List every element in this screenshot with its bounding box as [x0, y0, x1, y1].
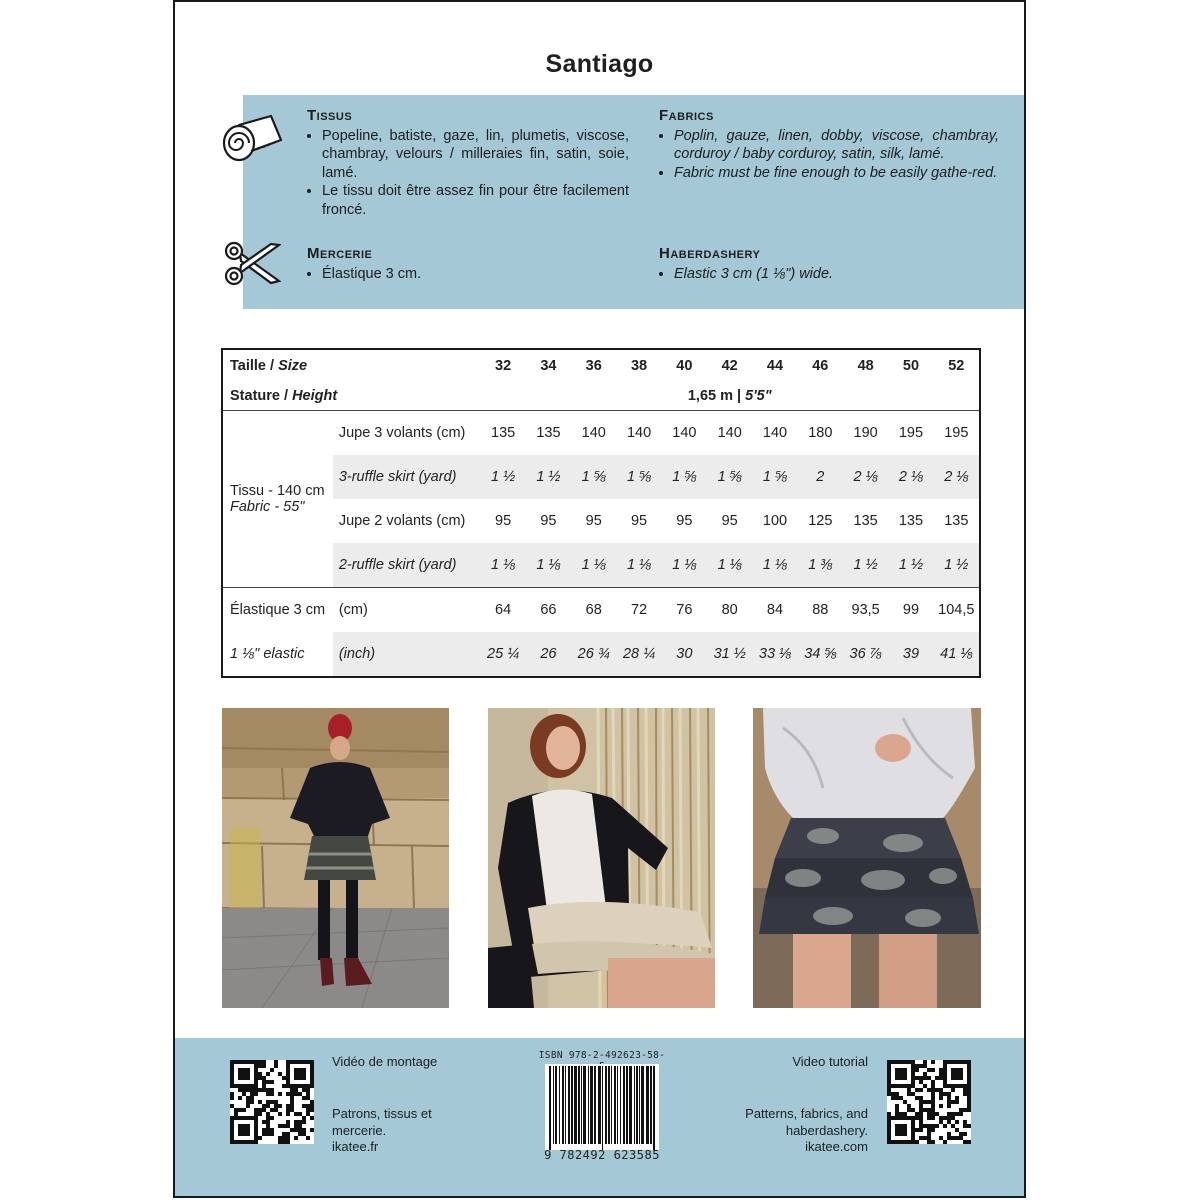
barcode-icon [545, 1064, 659, 1150]
table-cell: 1 ⅛ [707, 543, 752, 588]
table-cell: 125 [808, 513, 833, 529]
site-link-fr[interactable]: ikatee.fr [332, 1139, 379, 1154]
size-cell: 36 [585, 357, 602, 374]
ean-digits: 9 782492 623585 [544, 1148, 660, 1162]
table-cell: 2 [798, 455, 843, 499]
size-cell: 40 [676, 357, 693, 374]
table-cell: 66 [526, 588, 571, 633]
row-label: Jupe 2 volants (cm) [338, 513, 466, 529]
row-label: Jupe 3 volants (cm) [338, 425, 466, 441]
elastic-label: Élastique 3 cm [223, 588, 333, 633]
qr-code-left[interactable] [230, 1060, 314, 1144]
table-cell: 1 ½ [526, 455, 571, 499]
table-cell: 76 [662, 588, 707, 633]
size-cell: 46 [812, 357, 829, 374]
table-cell: 88 [798, 588, 843, 633]
table-cell: 26 [526, 632, 571, 676]
isbn-text: ISBN 978-2-492623-58- [538, 1050, 666, 1061]
table-cell: 104,5 [934, 588, 979, 633]
table-cell: 1 ⅝ [571, 455, 616, 499]
table-cell: 1 ⅝ [707, 455, 752, 499]
table-cell: 30 [662, 632, 707, 676]
table-cell: 1 ⅜ [798, 543, 843, 588]
table-cell: 25 ¼ [480, 632, 525, 676]
fabric-row-2-ruffle-yard [223, 543, 979, 588]
table-cell: 140 [581, 425, 606, 441]
table-cell: 140 [626, 425, 652, 441]
size-cell: 48 [857, 357, 874, 374]
table-cell: 1 ⅛ [616, 543, 661, 588]
table-cell: 195 [898, 425, 924, 441]
table-cell: 31 ½ [707, 632, 752, 676]
haberdashery-en-heading: Haberdashery [659, 245, 761, 262]
table-cell: 100 [762, 513, 788, 529]
qr-code-right[interactable] [887, 1060, 971, 1144]
table-cell: 93,5 [843, 588, 888, 633]
size-cell: 34 [540, 357, 557, 374]
table-cell: 2 ⅛ [888, 455, 933, 499]
table-cell: 135 [491, 425, 516, 441]
table-cell: 41 ⅛ [934, 632, 979, 676]
size-header-label: Taille / Size [230, 357, 308, 374]
fabrics-fr-item: • Popeline, batiste, gaze, lin, plumetis, viscose, chambray, velours / milleraies fin, satin, soie, lamé. [322, 127, 629, 183]
fabrics-fr-item: • Le tissu doit être assez fin pour être facilement froncé. [322, 182, 629, 219]
haberdashery-fr-block [307, 245, 629, 283]
table-cell: 95 [540, 513, 557, 529]
fabric-roll-icon [221, 113, 283, 165]
table-cell: 95 [585, 513, 602, 529]
table-cell: 34 ⅝ [798, 632, 843, 676]
table-cell: 135 [853, 513, 878, 529]
fabric-row-2-ruffle-cm [223, 499, 979, 543]
elastic-inch-row [223, 632, 979, 676]
haberdashery-fr-item: • Élastique 3 cm. [322, 265, 629, 284]
photo-model-street [222, 708, 449, 1008]
table-cell: 95 [721, 513, 738, 529]
fabrics-fr-block [307, 107, 629, 219]
row-label: 2-ruffle skirt (yard) [333, 543, 481, 588]
size-table [221, 348, 981, 678]
size-cell: 52 [948, 357, 965, 374]
table-cell: 1 ⅝ [616, 455, 661, 499]
shop-text-fr: Patrons, tissus et mercerie. [332, 1106, 432, 1138]
haberdashery-en-item: • Elastic 3 cm (1 ⅛") wide. [674, 265, 999, 284]
photo-skirt-closeup [753, 708, 981, 1008]
height-row [223, 381, 979, 411]
haberdashery-fr-heading: Mercerie [307, 245, 373, 262]
fabrics-en-item: • Fabric must be fine enough to be easily gathe-red. [674, 164, 999, 183]
scissors-icon [223, 239, 281, 289]
isbn-barcode [537, 1050, 667, 1174]
fabrics-fr-heading: Tissus [307, 107, 353, 124]
footer-section [175, 1038, 1026, 1198]
table-cell: 95 [495, 513, 512, 529]
table-cell: 1 ½ [480, 455, 525, 499]
table-cell: 95 [676, 513, 693, 529]
height-value: 1,65 m | 5'5" [480, 381, 979, 411]
table-cell: 1 ½ [843, 543, 888, 588]
table-cell: 36 ⅞ [843, 632, 888, 676]
table-cell: 1 ⅛ [571, 543, 616, 588]
fabric-row-3-ruffle-cm [223, 411, 979, 456]
fabrics-en-block [659, 107, 999, 182]
table-cell: 1 ½ [888, 543, 933, 588]
table-cell: 1 ⅝ [662, 455, 707, 499]
table-cell: 26 ¾ [571, 632, 616, 676]
table-cell: 195 [944, 425, 969, 441]
elastic-unit-en: (inch) [333, 632, 481, 676]
table-cell: 1 ⅝ [752, 455, 797, 499]
size-cell: 44 [766, 357, 784, 374]
row-label: 3-ruffle skirt (yard) [333, 455, 481, 499]
table-cell: 180 [808, 425, 833, 441]
table-cell: 99 [888, 588, 933, 633]
table-cell: 80 [707, 588, 752, 633]
table-cell: 140 [717, 425, 742, 441]
haberdashery-en-block [659, 245, 999, 283]
table-cell: 84 [752, 588, 797, 633]
table-cell: 28 ¼ [616, 632, 661, 676]
pattern-back-cover [173, 0, 1026, 1198]
size-header-row [223, 350, 979, 381]
video-link-en[interactable]: Video tutorial [792, 1054, 868, 1069]
table-cell: 135 [944, 513, 969, 529]
table-cell: 95 [630, 513, 648, 529]
page-title: Santiago [545, 50, 654, 78]
table-cell: 2 ⅛ [934, 455, 979, 499]
table-cell: 140 [762, 425, 788, 441]
size-cell: 38 [630, 357, 648, 374]
size-cell: 32 [495, 357, 512, 374]
table-cell: 68 [571, 588, 616, 633]
size-cell: 50 [902, 357, 920, 374]
elastic-label-en: 1 ⅛" elastic [230, 646, 305, 662]
table-cell: 190 [853, 425, 878, 441]
fabrics-en-item: • Poplin, gauze, linen, dobby, viscose, chambray, corduroy / baby corduroy, satin, silk, lamé. [674, 127, 999, 164]
table-cell: 64 [480, 588, 525, 633]
table-cell: 1 ⅛ [480, 543, 525, 588]
table-cell: 1 ½ [934, 543, 979, 588]
video-link-fr[interactable]: Vidéo de montage [332, 1054, 438, 1069]
fabric-group-label: Tissu - 140 cm Fabric - 55" [230, 483, 325, 515]
table-cell: 135 [536, 425, 561, 441]
table-cell: 1 ⅛ [662, 543, 707, 588]
fabrics-en-heading: Fabrics [659, 107, 714, 124]
fabric-row-3-ruffle-yard [223, 455, 979, 499]
table-cell: 33 ⅛ [752, 632, 797, 676]
photo-model-curtain [488, 708, 715, 1008]
shop-text-en: Patterns, fabrics, and haberdashery. [745, 1106, 868, 1138]
table-cell: 135 [898, 513, 924, 529]
table-cell: 140 [672, 425, 697, 441]
table-cell: 1 ⅛ [752, 543, 797, 588]
elastic-unit: (cm) [333, 588, 481, 633]
shop-info-fr [332, 1106, 462, 1156]
table-cell: 39 [888, 632, 933, 676]
table-cell: 2 ⅛ [843, 455, 888, 499]
table-cell: 72 [616, 588, 661, 633]
materials-section [243, 95, 1026, 309]
table-cell: 1 ⅛ [526, 543, 571, 588]
shop-info-en [730, 1106, 868, 1156]
size-cell: 42 [721, 357, 738, 374]
site-link-en[interactable]: ikatee.com [805, 1139, 868, 1154]
elastic-cm-row [223, 588, 979, 633]
height-label: Stature / Height [223, 381, 480, 411]
